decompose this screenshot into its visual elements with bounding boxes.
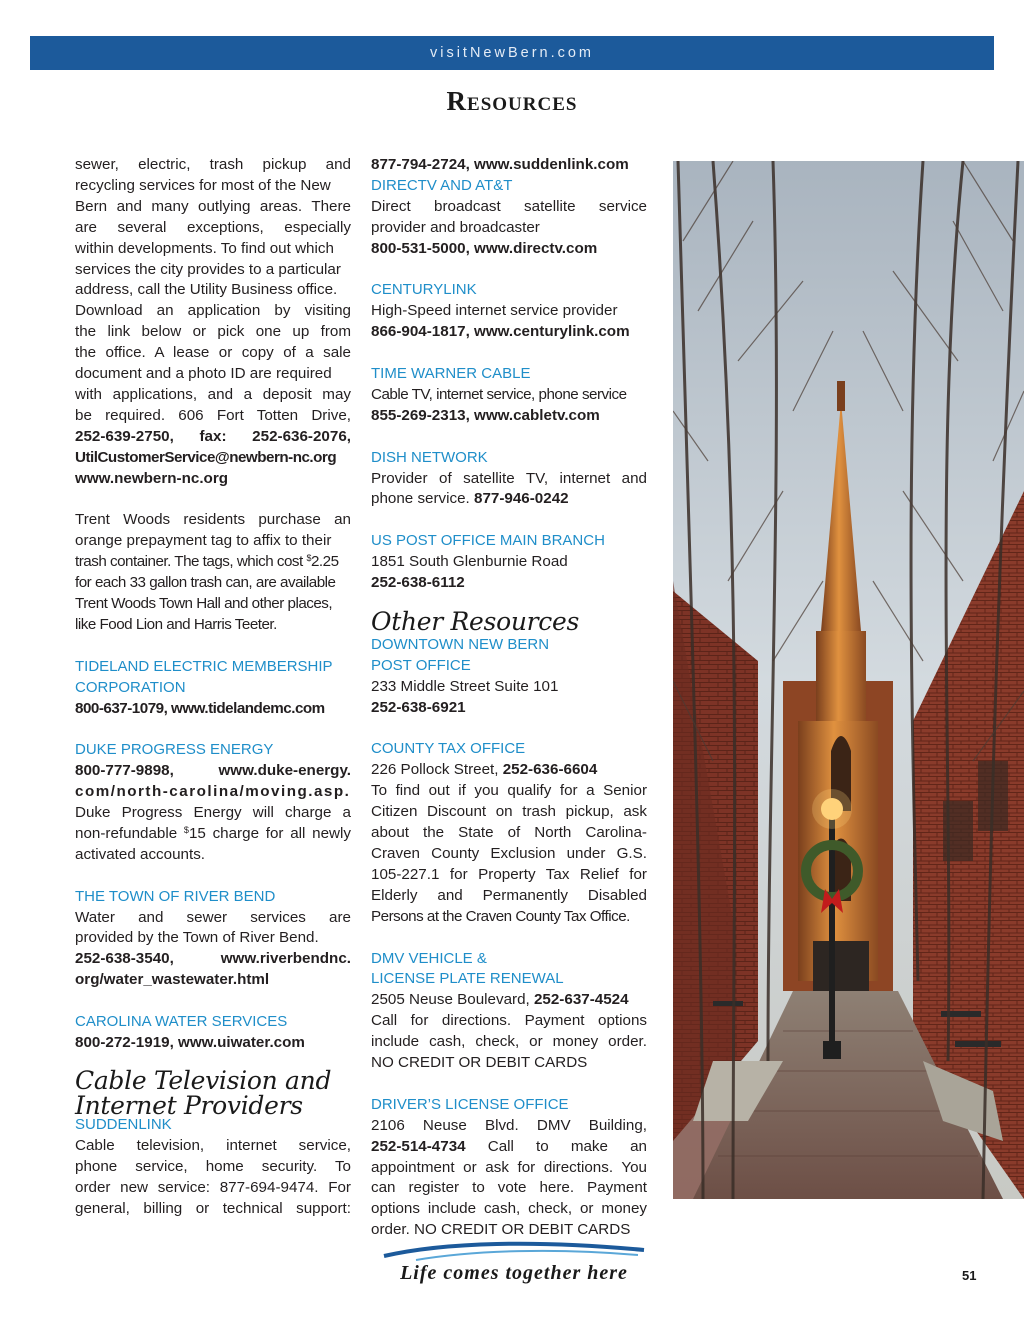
section-heading: SUDDENLINK (75, 1115, 172, 1133)
section-heading: CAROLINA WATER SERVICES (75, 1013, 288, 1031)
text-line: the office. A lease or copy of a sale (75, 344, 351, 362)
dmv-phone-link[interactable]: 252-637-4524 (533, 991, 629, 1009)
text-line: can register to vote here. Payment (371, 1179, 647, 1197)
text-line: are several exceptions, especially (75, 218, 351, 236)
text-line: order. NO CREDIT OR DEBIT CARDS (371, 1221, 631, 1239)
section-heading: DIRECTV AND AT&T (371, 176, 513, 194)
text-line: Cable TV, internet service, phone service (371, 385, 627, 403)
county-tax-entry (371, 739, 647, 927)
utility-phone-fax[interactable]: 252-639-2750, fax: 252-636-2076, (75, 427, 351, 445)
dish-entry (371, 448, 647, 511)
other-resources-section (371, 608, 647, 719)
text-line: Trent Woods Town Hall and other places, (75, 595, 333, 613)
page-title: Resources (446, 86, 578, 116)
duke-entry (75, 740, 351, 865)
text-line: document and a photo ID are required (75, 365, 332, 383)
logo-tagline: Life comes together here (400, 1262, 628, 1284)
text-line: activated accounts. (75, 845, 206, 863)
section-heading: US POST OFFICE MAIN BRANCH (371, 532, 605, 550)
middle-column (371, 155, 647, 1241)
text-line: provider and broadcaster (371, 218, 540, 236)
directv-contact-link[interactable]: 800-531-5000, www.directv.com (371, 239, 598, 257)
tideland-entry (75, 657, 351, 720)
text-line: Bern and many outlying areas. There (75, 197, 351, 215)
text-line: non-refundable $15 charge for all newly (75, 824, 351, 842)
text-line: Cable television, internet service, (75, 1136, 351, 1154)
section-heading: LICENSE PLATE RENEWAL (371, 970, 564, 988)
text-line: for each 33 gallon trash can, are available (75, 574, 336, 592)
section-heading: TIME WARNER CABLE (371, 365, 531, 383)
text-line: sewer, electric, trash pickup and (75, 156, 351, 173)
section-heading: TIDELAND ELECTRIC MEMBERSHIP (75, 657, 333, 675)
wave-icon (376, 1240, 652, 1264)
section-heading: DUKE PROGRESS ENERGY (75, 741, 274, 759)
site-banner (30, 36, 994, 70)
section-heading: DOWNTOWN NEW BERN (371, 635, 550, 653)
carolina-water-contact-link[interactable]: 800-272-1919, www.uiwater.com (75, 1033, 305, 1051)
section-title: Internet Providers (75, 1090, 303, 1120)
cable-section (75, 1065, 351, 1220)
time-warner-contact-link[interactable]: 855-269-2313, www.cabletv.com (371, 406, 600, 424)
church-alley-photo (673, 161, 1024, 1199)
text-line: provided by the Town of River Bend. (75, 929, 319, 947)
text-line: High-Speed internet service provider (371, 302, 618, 320)
post-office-phone-link[interactable]: 252-638-6112 (371, 574, 465, 592)
text-line: Water and sewer services are (75, 908, 351, 926)
text-line: phone service. 877-946-0242 (371, 490, 569, 508)
section-title: Other Resources (371, 606, 580, 636)
county-tax-phone-link[interactable]: 252-636-6604 (502, 761, 598, 779)
duke-website-link[interactable]: com/north-carolina/moving.asp. (75, 783, 351, 801)
text-line: Duke Progress Energy will charge a (75, 804, 351, 822)
section-heading: COUNTY TAX OFFICE (371, 740, 526, 758)
text-line: within developments. To find out which (75, 239, 334, 257)
text-line: be required. 606 Fort Totten Drive, (75, 406, 351, 424)
text-line: Trent Woods residents purchase an (75, 511, 351, 529)
duke-contact-link[interactable]: 800-777-9898, www.duke-energy. (75, 762, 351, 780)
text-line: phone service, home security. To (75, 1157, 351, 1175)
text-line: trash container. The tags, which cost $2.25 (75, 553, 339, 571)
site-url[interactable]: visitNewBern.com (429, 45, 595, 61)
section-heading: POST OFFICE (371, 656, 471, 674)
text-line: 226 Pollock Street, 252-636-6604 (371, 761, 598, 779)
drivers-license-phone-link[interactable]: 252-514-4734 (371, 1137, 466, 1155)
section-heading: THE TOWN OF RIVER BEND (75, 887, 276, 905)
text-line: Craven County Exclusion under G.S. (371, 845, 647, 863)
text-line: general, billing or technical support: (75, 1199, 351, 1217)
left-column (75, 155, 351, 1219)
text-line: like Food Lion and Harris Teeter. (75, 615, 277, 633)
section-title: Cable Television and (75, 1065, 332, 1095)
section-heading: CORPORATION (75, 678, 186, 696)
text-line: appointment or ask for directions. You (371, 1158, 647, 1176)
text-line: order new service: 877-694-9474. For (75, 1178, 351, 1196)
text-line: include cash, check, or money order. (371, 1033, 647, 1051)
text-line: 233 Middle Street Suite 101 (371, 677, 559, 695)
text-line: 1851 South Glenburnie Road (371, 553, 568, 571)
dmv-entry (371, 949, 647, 1074)
newbern-website-link[interactable]: www.newbern-nc.org (75, 469, 229, 487)
text-line: Citizen Discount on trash pickup, ask (371, 803, 647, 821)
section-heading: DISH NETWORK (371, 448, 488, 466)
text-line: recycling services for most of the New (75, 176, 331, 194)
page-number: 51 (962, 1268, 977, 1283)
text-line: Call for directions. Payment options (371, 1012, 647, 1030)
text-line: 2106 Neuse Blvd. DMV Building, (371, 1116, 647, 1134)
text-line: NO CREDIT OR DEBIT CARDS (371, 1054, 588, 1072)
directv-entry (371, 176, 647, 260)
text-line: address, call the Utility Business office. (75, 281, 338, 299)
text-line: 252-514-4734 Call to make an (371, 1137, 647, 1155)
text-line: with applications, and a deposit may (75, 385, 351, 403)
section-heading: CENTURYLINK (371, 281, 477, 299)
section-heading: DRIVER’S LICENSE OFFICE (371, 1095, 569, 1113)
centurylink-entry (371, 280, 647, 343)
text-line: 105-227.1 for Property Tax Relief for (371, 865, 647, 883)
river-bend-contact-link[interactable]: 252-638-3540, www.riverbendnc. (75, 950, 351, 968)
text-line: Direct broadcast satellite service (371, 197, 647, 215)
text-line: Download an application by visiting (75, 302, 351, 320)
river-bend-website-link[interactable]: org/water_wastewater.html (75, 971, 270, 989)
text-line: the link below or pick one up from (75, 323, 351, 341)
river-bend-entry (75, 887, 351, 992)
text-line: options include cash, check, or money (371, 1200, 647, 1218)
text-line: services the city provides to a particular (75, 260, 341, 278)
text-line: orange prepayment tag to affix to their (75, 532, 332, 550)
carolina-water-entry (75, 1012, 351, 1054)
downtown-post-office-phone-link[interactable]: 252-638-6921 (371, 698, 466, 716)
suddenlink-contact-link[interactable]: 877-794-2724, www.suddenlink.com (371, 156, 629, 173)
trent-woods-paragraph (75, 510, 351, 635)
text-line: Elderly and Permanently Disabled (371, 886, 647, 904)
dish-phone-link[interactable]: 877-946-0242 (474, 490, 569, 508)
centurylink-contact-link[interactable]: 866-904-1817, www.centurylink.com (371, 323, 630, 341)
text-line: Persons at the Craven County Tax Office. (371, 907, 630, 925)
tideland-contact-link[interactable]: 800-637-1079, www.tidelandemc.com (75, 699, 325, 717)
text-line: To find out if you qualify for a Senior (371, 782, 647, 800)
post-office-entry (371, 531, 647, 594)
utility-email-link[interactable]: UtilCustomerService@newbern-nc.org (75, 448, 337, 466)
time-warner-entry (371, 364, 647, 427)
utility-intro (75, 155, 351, 490)
drivers-license-entry (371, 1095, 647, 1241)
text-line: Provider of satellite TV, internet and (371, 469, 647, 487)
section-heading: DMV VEHICLE & (371, 949, 487, 967)
text-line: about the State of North Carolina- (371, 824, 647, 842)
life-comes-together-logo (376, 1240, 652, 1288)
text-line: 2505 Neuse Boulevard, 252-637-4524 (371, 991, 629, 1009)
